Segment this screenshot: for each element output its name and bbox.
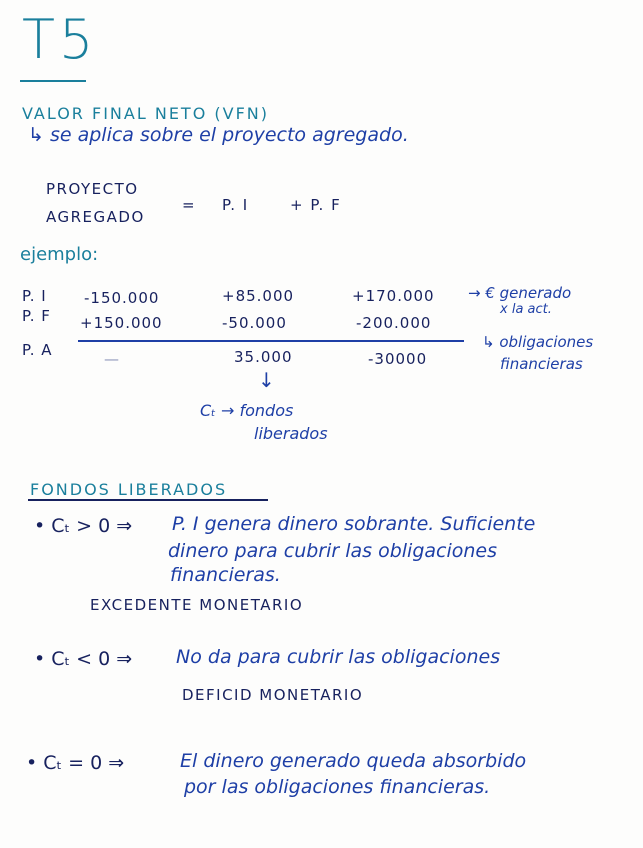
formula-term1: P. I xyxy=(222,196,249,214)
vfn-description: ↳ se aplica sobre el proyecto agregado. xyxy=(28,124,409,146)
formula-lhs-line2: AGREGADO xyxy=(46,208,145,226)
condition: • Cₜ = 0 ⇒ xyxy=(26,752,125,774)
row-label: P. F xyxy=(22,307,51,325)
bullet-text-line3: financieras. xyxy=(170,564,281,586)
bullet-text-line2: dinero para cubrir las obligaciones xyxy=(168,540,498,562)
note-obligations: ↳ obligaciones xyxy=(482,333,594,351)
table-cell: +170.000 xyxy=(352,287,435,305)
bullet-tag: EXCEDENTE MONETARIO xyxy=(90,596,304,614)
table-cell: 35.000 xyxy=(234,348,293,366)
section-heading-vfn: VALOR FINAL NETO (VFN) xyxy=(22,104,269,123)
note-by-activity: x la act. xyxy=(500,302,552,317)
down-arrow-icon: ↓ xyxy=(258,368,275,392)
bullet-text-line1: P. I genera dinero sobrante. Suficiente xyxy=(172,513,536,535)
row-label: P. I xyxy=(22,287,47,305)
table-sum-line xyxy=(78,340,464,342)
formula-lhs-line1: PROYECTO xyxy=(46,180,139,198)
bullet-text-line2: por las obligaciones financieras. xyxy=(184,776,491,798)
condition: • Cₜ > 0 ⇒ xyxy=(34,515,133,537)
note-generated: → € generado xyxy=(468,284,572,302)
table-cell: +85.000 xyxy=(222,287,295,305)
bullet-text-line1: El dinero generado queda absorbido xyxy=(180,750,527,772)
ct-label: Cₜ → fondos xyxy=(200,401,294,420)
table-cell: -30000 xyxy=(368,350,428,368)
section-underline xyxy=(28,499,268,501)
formula-term2: + P. F xyxy=(290,196,342,214)
table-cell: -150.000 xyxy=(84,289,160,307)
section-heading-fondos: FONDOS LIBERADOS xyxy=(30,480,228,499)
example-label: ejemplo: xyxy=(20,244,99,265)
condition: • Cₜ < 0 ⇒ xyxy=(34,648,133,670)
ct-label-cont: liberados xyxy=(254,424,328,443)
title-underline xyxy=(20,80,86,82)
page-title: T5 xyxy=(22,8,98,71)
table-cell: +150.000 xyxy=(80,314,163,332)
note-financial: financieras xyxy=(500,355,583,373)
table-cell: — xyxy=(104,350,120,368)
table-cell: -50.000 xyxy=(222,314,287,332)
bullet-text-line1: No da para cubrir las obligaciones xyxy=(176,646,501,668)
bullet-tag: DEFICID MONETARIO xyxy=(182,686,364,704)
formula-equals: = xyxy=(182,196,197,214)
table-cell: -200.000 xyxy=(356,314,432,332)
row-label: P. A xyxy=(22,341,53,359)
